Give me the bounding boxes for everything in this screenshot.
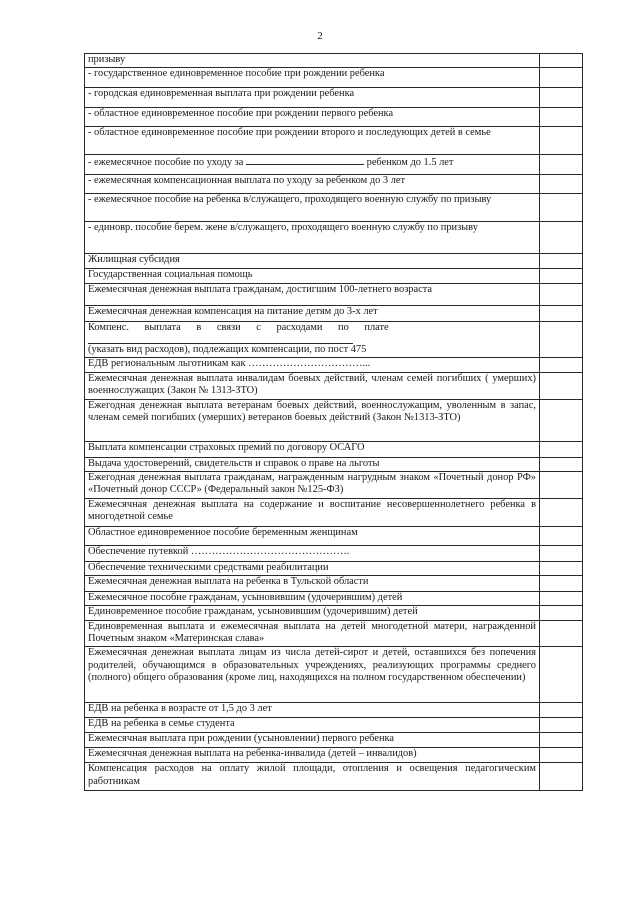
row-empty-cell — [540, 154, 583, 174]
table-row — [85, 526, 583, 545]
row-label: Ежемесячная денежная выплата лицам из числа детей-сирот и детей, оставшихся без попечения родителей, обучающимся в образовательных учреждениях, реализующих программы среднего (полного) общего образования (кроме лиц, находящихся на полном государственном обеспечении) — [88, 646, 536, 684]
table-row — [85, 646, 583, 702]
table-row — [85, 545, 583, 561]
row-empty-cell — [540, 591, 583, 605]
row-label: Ежемесячная денежная выплата гражданам, достигшим 100-летнего возраста — [88, 283, 432, 295]
row-label: призыву — [88, 54, 126, 65]
row-label: Ежемесячная денежная компенсация на питание детям до 3-х лет — [88, 305, 378, 317]
row-label: Выплата компенсации страховых премий по договору ОСАГО — [88, 441, 365, 453]
table-row — [85, 305, 583, 321]
row-text-cell — [85, 357, 540, 372]
row-empty-cell — [540, 268, 583, 283]
benefits-table — [84, 53, 583, 791]
table-row — [85, 747, 583, 762]
table-row — [85, 54, 583, 68]
row-label: Жилищная субсидия — [88, 253, 180, 265]
row-label: - ежемесячная компенсационная выплата по уходу за ребенком до 3 лет — [88, 174, 406, 186]
row-text-cell — [85, 174, 540, 193]
row-text-cell — [85, 283, 540, 305]
row-label: - городская единовременная выплата при рождении ребенка — [88, 87, 355, 99]
row-label: Выдача удостоверений, свидетельств и справок о праве на льготы — [88, 457, 380, 469]
row-text-cell — [85, 545, 540, 561]
table-row — [85, 154, 583, 174]
row-label: Ежемесячная денежная выплата на содержание и воспитание несовершеннолетнего ребенка в многодетной семье — [88, 498, 536, 523]
row-label: Компенсация расходов на оплату жилой площади, отопления и освещения педагогическим работникам — [88, 762, 536, 787]
row-text-cell — [85, 87, 540, 107]
table-row — [85, 221, 583, 253]
table-row — [85, 253, 583, 268]
row-empty-cell — [540, 646, 583, 702]
row-empty-cell — [540, 545, 583, 561]
table-row — [85, 321, 583, 357]
row-label: Ежемесячная денежная выплата на ребенка-инвалида (детей – инвалидов) — [88, 747, 417, 759]
table-row — [85, 372, 583, 399]
row-text-cell — [85, 561, 540, 575]
row-empty-cell — [540, 67, 583, 87]
row-label: - ежемесячное пособие на ребенка в/служащего, проходящего военную службу по призыву — [88, 193, 492, 205]
table-row — [85, 762, 583, 790]
page-number: 2 — [317, 30, 323, 42]
row-text-cell — [85, 253, 540, 268]
row-empty-cell — [540, 561, 583, 575]
row-label: - областное единовременное пособие при рождении первого ребенка — [88, 107, 394, 119]
row-empty-cell — [540, 575, 583, 591]
table-row — [85, 193, 583, 221]
table-row — [85, 620, 583, 646]
row-text-cell — [85, 107, 540, 126]
row-text-cell — [85, 154, 540, 174]
table-row — [85, 471, 583, 498]
row-empty-cell — [540, 174, 583, 193]
row-text-cell — [85, 498, 540, 526]
row-empty-cell — [540, 54, 583, 68]
row-empty-cell — [540, 321, 583, 357]
row-label: Обеспечение путевкой ………………………………………. — [88, 545, 350, 557]
row-text-cell — [85, 591, 540, 605]
row-empty-cell — [540, 399, 583, 441]
row-label: Государственная социальная помощь — [88, 268, 253, 280]
row-label: - ежемесячное пособие по уходу за — [88, 156, 244, 168]
row-empty-cell — [540, 305, 583, 321]
row-text-cell — [85, 372, 540, 399]
row-empty-cell — [540, 193, 583, 221]
row-empty-cell — [540, 620, 583, 646]
row-label: - единовр. пособие берем. жене в/служащего, проходящего военную службу по призыву — [88, 221, 478, 233]
table-row — [85, 591, 583, 605]
row-text-cell — [85, 67, 540, 87]
row-empty-cell — [540, 87, 583, 107]
table-row — [85, 717, 583, 732]
row-text-cell — [85, 126, 540, 154]
row-text-cell — [85, 762, 540, 790]
row-text-cell — [85, 193, 540, 221]
row-text-cell — [85, 575, 540, 591]
table-row — [85, 561, 583, 575]
table-row — [85, 399, 583, 441]
row-text-cell — [85, 732, 540, 747]
row-text-cell — [85, 747, 540, 762]
row-text-cell — [85, 702, 540, 717]
row-empty-cell — [540, 126, 583, 154]
row-empty-cell — [540, 717, 583, 732]
table-row — [85, 67, 583, 87]
row-text-cell — [85, 54, 540, 68]
row-label: Ежегодная денежная выплата гражданам, награжденным нагрудным знаком «Почетный донор РФ» «Почетный донор СССР» (Федеральный закон №125-ФЗ) — [88, 471, 536, 496]
row-label: Обеспечение техническими средствами реабилитации — [88, 561, 329, 573]
row-empty-cell — [540, 283, 583, 305]
row-label: Ежемесячное пособие гражданам, усыновившим (удочерившим) детей — [88, 591, 403, 603]
row-empty-cell — [540, 702, 583, 717]
row-label: Единовременное пособие гражданам, усыновившим (удочерившим) детей — [88, 605, 418, 617]
row-text-cell — [85, 305, 540, 321]
table-row — [85, 457, 583, 471]
row-label: Ежемесячная выплата при рождении (усыновлении) первого ребенка — [88, 732, 395, 744]
table-row — [85, 732, 583, 747]
row-label-continuation: (указать вид расходов), подлежащих компенсации, по пост 475 — [88, 344, 367, 356]
table-row — [85, 702, 583, 717]
row-empty-cell — [540, 732, 583, 747]
row-label: Ежемесячная денежная выплата на ребенка в Тульской области — [88, 575, 369, 587]
row-label: Ежемесячная денежная выплата инвалидам боевых действий, членам семей погибших ( умерших) военнослужащих (Закон № 1313-ЗТО) — [88, 372, 536, 397]
row-label: Областное единовременное пособие беременным женщинам — [88, 526, 358, 538]
table-row — [85, 605, 583, 620]
row-empty-cell — [540, 441, 583, 457]
row-empty-cell — [540, 471, 583, 498]
row-empty-cell — [540, 372, 583, 399]
table-row — [85, 174, 583, 193]
row-label: ЕДВ на ребенка в возрасте от 1,5 до 3 лет — [88, 702, 272, 714]
row-label: ЕДВ региональным льготникам как ……………………………... — [88, 357, 371, 369]
row-label-continuation: ребенком до 1.5 лет — [366, 156, 454, 168]
row-empty-cell — [540, 107, 583, 126]
row-label: Компенс. выплата в связи с расходами по плате — [88, 321, 389, 333]
table-row — [85, 575, 583, 591]
row-label: - областное единовременное пособие при рождении второго и последующих детей в семье — [88, 126, 491, 138]
row-empty-cell — [540, 253, 583, 268]
row-text-cell — [85, 620, 540, 646]
table-row — [85, 283, 583, 305]
row-label: ЕДВ на ребенка в семье студента — [88, 717, 235, 729]
row-text-cell — [85, 441, 540, 457]
row-text-cell — [85, 526, 540, 545]
row-empty-cell — [540, 357, 583, 372]
table-row — [85, 357, 583, 372]
row-empty-cell — [540, 221, 583, 253]
row-text-cell — [85, 221, 540, 253]
table-row — [85, 268, 583, 283]
row-text-cell — [85, 646, 540, 702]
table-row — [85, 498, 583, 526]
row-text-cell — [85, 605, 540, 620]
table-row — [85, 441, 583, 457]
row-text-cell — [85, 399, 540, 441]
row-text-cell — [85, 457, 540, 471]
row-label: Ежегодная денежная выплата ветеранам боевых действий, военнослужащим, уволенным в запас, членам семей погибших (умерших) ветеранов боевых действий (Закон №1313-ЗТО) — [88, 399, 536, 424]
fill-in-blank — [246, 155, 364, 165]
row-empty-cell — [540, 747, 583, 762]
benefits-table-body — [85, 54, 583, 791]
row-text-cell — [85, 321, 540, 357]
row-empty-cell — [540, 457, 583, 471]
table-row — [85, 107, 583, 126]
row-label: - государственное единовременное пособие при рождении ребенка — [88, 67, 385, 79]
table-row — [85, 87, 583, 107]
row-label: Единовременная выплата и ежемесячная выплата на детей многодетной матери, награжденной Почетным знаком «Материнская слава» — [88, 620, 536, 645]
row-text-cell — [85, 471, 540, 498]
row-empty-cell — [540, 526, 583, 545]
row-text-cell — [85, 717, 540, 732]
table-row — [85, 126, 583, 154]
row-empty-cell — [540, 762, 583, 790]
fill-in-blank — [88, 334, 353, 344]
row-text-cell — [85, 268, 540, 283]
row-empty-cell — [540, 605, 583, 620]
row-empty-cell — [540, 498, 583, 526]
